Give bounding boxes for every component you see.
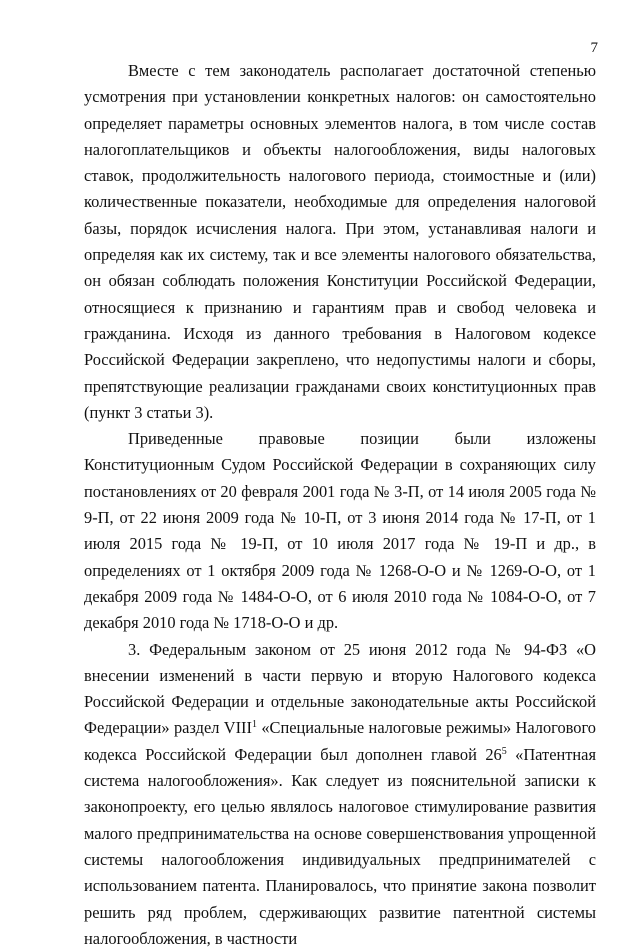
paragraph-3-text-part2: «Специальные налоговые режимы» Налогового кодекса Российской Федерации был дополнен главой 26: [84, 718, 596, 764]
paragraph-3-text-part3: «Патентная система налогообложения». Как следует из пояснительной записки к законопроекту, его целью являлось налоговое стимулирование развития малого предпринимательства на основе совершенствования упрощенной системы налогообложения индивидуальных предпринимателей с использованием патента. Планировалось, что принятие закона позволит решить ряд проблем, сдерживающих развитие патентной системы налогообложения, в частности: [84, 744, 596, 948]
paragraph-1: Вместе с тем законодатель располагает достаточной степенью усмотрения при установлении конкретных налогов: он самостоятельно определяет параметры основных элементов налога, в том числе состав налогоплательщиков и объекты налогообложения, виды налоговых ставок, продолжительность налогового периода, стоимостные и (или) количественные показатели, необходимые для определения налоговой базы, порядок исчисления налога. При этом, устанавливая налоги и определяя как их систему, так и все элементы налогового обязательства, он обязан соблюдать положения Конституции Российской Федерации, относящиеся к признанию и гарантиям прав и свобод человека и гражданина. Исходя из данного требования в Налоговом кодексе Российской Федерации закреплено, что недопустимы налоги и сборы, препятствующие реализации гражданами своих конституционных прав (пункт 3 статьи 3).: [84, 61, 596, 422]
section-superscript: 1: [251, 719, 257, 731]
paragraph-3-text-part1: 3. Федеральным законом от 25 июня 2012 года № 94-ФЗ «О внесении изменений в части первую и вторую Налогового кодекса Российской Федерации и отдельные законодательные акты Российской Федерации» раздел VIII: [84, 639, 596, 738]
paragraph-2: Приведенные правовые позиции были изложены Конституционным Судом Российской Федерации в сохраняющих силу постановлениях от 20 февраля 2001 года № 3-П, от 14 июля 2005 года № 9-П, от 22 июня 2009 года № 10-П, от 3 июня 2014 года № 17-П, от 1 июля 2015 года № 19-П, от 10 июля 2017 года № 19-П и др., в определениях от 1 октября 2009 года № 1268-О-О и № 1269-О-О, от 1 декабря 2009 года № 1484-О-О, от 6 июля 2010 года № 1084-О-О, от 7 декабря 2010 года № 1718-О-О и др.: [84, 429, 596, 633]
chapter-superscript: 5: [501, 745, 507, 757]
page-number: 7: [590, 40, 598, 56]
document-body: [84, 58, 596, 952]
